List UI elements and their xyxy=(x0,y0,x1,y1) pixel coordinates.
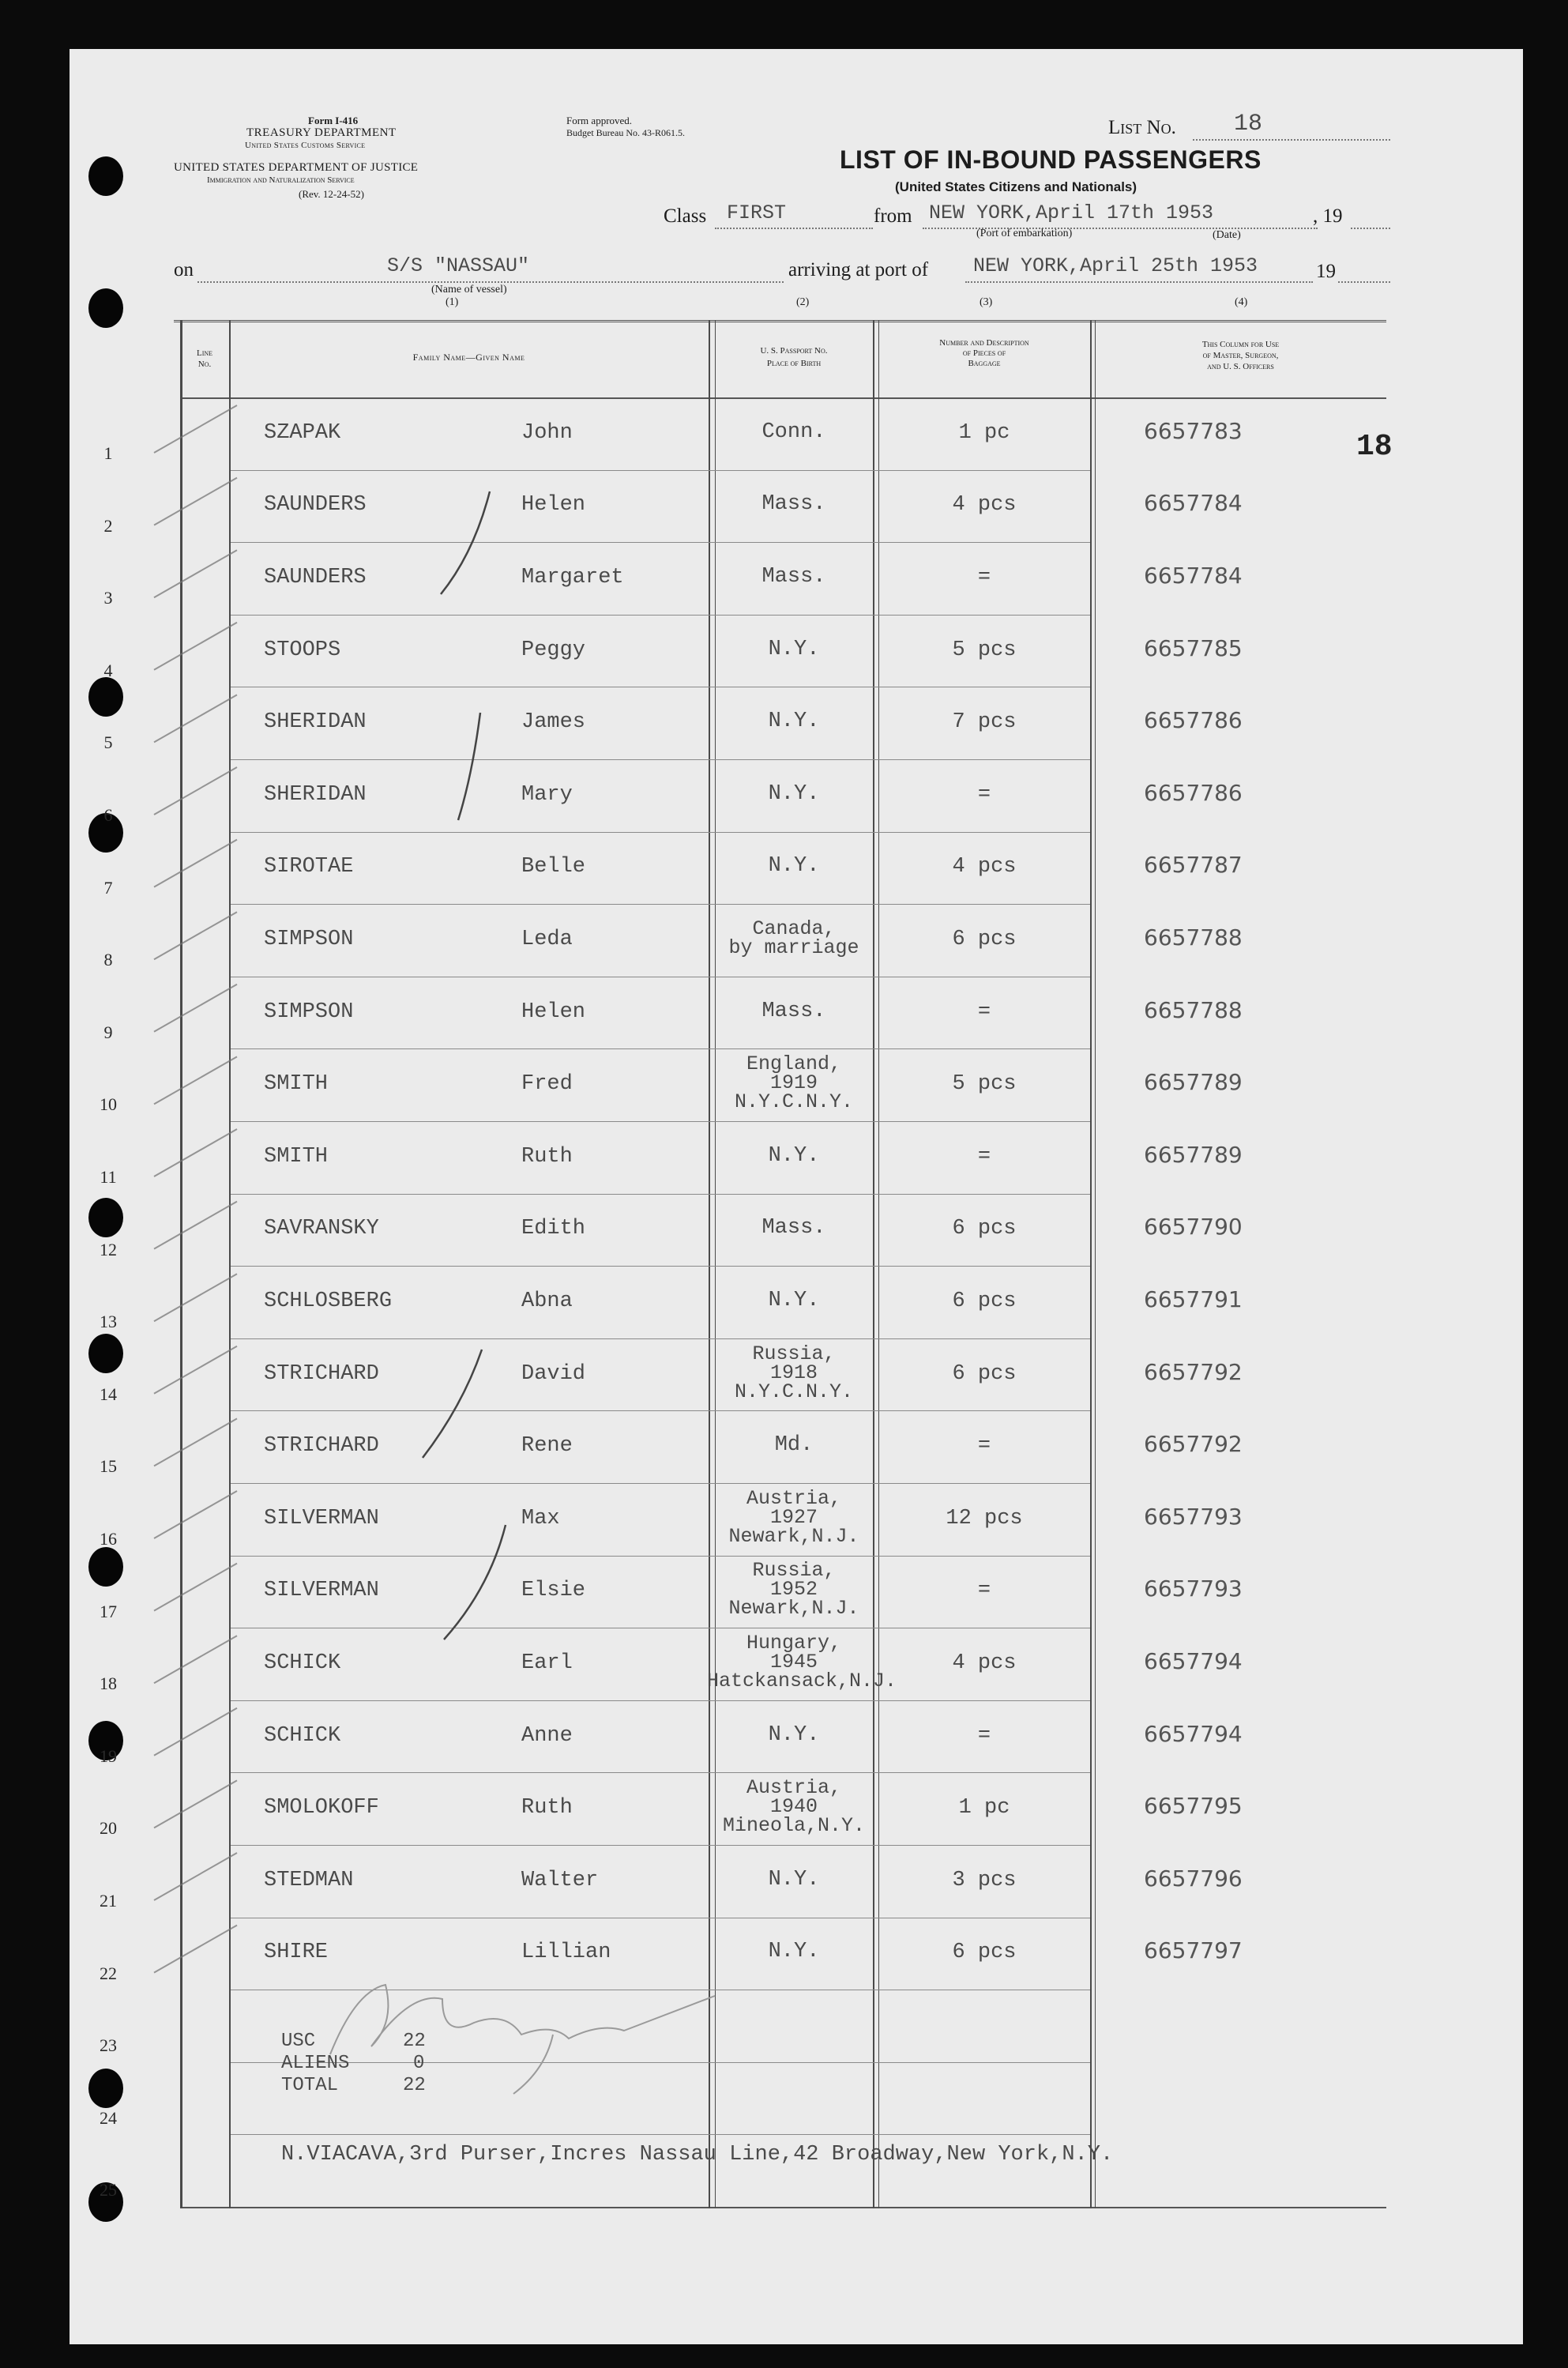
customs-service: United States Customs Service xyxy=(245,141,366,150)
budget-bureau: Budget Bureau No. 43-R061.5. xyxy=(566,127,685,138)
line-number: 3 xyxy=(103,588,113,608)
column-divider xyxy=(180,320,182,2208)
header-family-name: Family Name—Given Name xyxy=(412,352,525,363)
header-baggage: Number and Description of Pieces of Baggage xyxy=(939,338,1029,368)
line-number: 2 xyxy=(103,515,113,536)
header-officers: This Column for Use of Master, Surgeon, and U. S. Officers xyxy=(1201,340,1280,371)
baggage: 5 pcs xyxy=(952,1072,1017,1097)
birth-line: 1918 xyxy=(769,1361,818,1384)
birth-line: Newark,N.J. xyxy=(728,1597,859,1621)
family-name: SMITH xyxy=(264,1144,329,1169)
baggage: 4 pcs xyxy=(952,855,1017,879)
vessel-dots xyxy=(197,281,784,283)
family-name: SMOLOKOFF xyxy=(264,1796,379,1820)
baggage: 6 pcs xyxy=(952,1217,1017,1241)
birth-line: Conn. xyxy=(761,420,826,444)
baggage: 1 pc xyxy=(958,1796,1010,1820)
officer-number: 6657789 xyxy=(1144,1141,1243,1168)
baggage: 5 pcs xyxy=(952,638,1017,662)
from-label: from xyxy=(874,205,912,227)
given-name: Elsie xyxy=(521,1579,586,1603)
baggage: 7 pcs xyxy=(952,710,1017,735)
line-number: 6 xyxy=(103,805,113,825)
birth-line: N.Y. xyxy=(768,1289,820,1312)
margin-list-number: 18 xyxy=(1356,430,1393,464)
line-number: 18 xyxy=(100,1673,117,1694)
birth-line: N.Y. xyxy=(768,637,820,661)
column-number-2: (2) xyxy=(796,296,810,308)
row-rule xyxy=(231,832,1090,833)
birth-line: N.Y.C.N.Y. xyxy=(734,1090,854,1114)
row-rule xyxy=(231,1483,1090,1484)
on-label: on xyxy=(174,259,194,280)
given-name: Mary xyxy=(521,782,573,807)
family-name: SAVRANSKY xyxy=(264,1217,379,1241)
row-rule xyxy=(231,542,1090,543)
birth-line: 1952 xyxy=(769,1578,818,1602)
baggage: 12 pcs xyxy=(946,1506,1023,1530)
line-number: 24 xyxy=(100,2107,117,2128)
table-top-border xyxy=(174,320,1386,322)
binder-hole xyxy=(88,156,123,196)
birth-line: N.Y. xyxy=(768,1867,820,1892)
family-name: SILVERMAN xyxy=(264,1579,379,1603)
department-of-justice: UNITED STATES DEPARTMENT OF JUSTICE xyxy=(174,161,419,174)
officer-number: 6657797 xyxy=(1144,1937,1243,1964)
column-number-3: (3) xyxy=(980,296,993,308)
birth-line: N.Y. xyxy=(768,854,820,879)
line-number: 19 xyxy=(100,1745,117,1766)
document-title: LIST OF IN-BOUND PASSENGERS xyxy=(840,145,1262,174)
officer-number: 6657789 xyxy=(1144,1069,1243,1096)
baggage: 6 pcs xyxy=(952,1941,1017,1965)
officer-number: 6657785 xyxy=(1144,634,1243,661)
row-rule xyxy=(231,1121,1090,1122)
baggage: 1 pc xyxy=(958,420,1010,445)
officer-number: 6657787 xyxy=(1144,852,1243,879)
line-number: 10 xyxy=(100,1094,117,1115)
baggage: 3 pcs xyxy=(952,1868,1017,1892)
baggage: 6 pcs xyxy=(952,1361,1017,1386)
given-name: Belle xyxy=(521,855,586,879)
arriving-label: arriving at port of xyxy=(788,259,929,280)
year-suffix: , 19 xyxy=(1313,205,1343,227)
binder-hole xyxy=(88,2069,123,2108)
form-approved: Form approved. xyxy=(566,115,633,126)
officer-number: 6657786 xyxy=(1144,707,1243,734)
family-name: SHIRE xyxy=(264,1941,329,1965)
arrival-dots xyxy=(965,281,1313,283)
birth-line: N.Y.C.N.Y. xyxy=(734,1380,854,1403)
birth-line: Austria, xyxy=(746,1486,842,1510)
document-subtitle: (United States Citizens and Nationals) xyxy=(895,179,1137,194)
given-name: Max xyxy=(521,1506,560,1530)
birth-line: N.Y. xyxy=(768,781,820,806)
family-name: SIMPSON xyxy=(264,1000,354,1024)
column-divider xyxy=(715,320,716,2208)
year-dots xyxy=(1351,228,1390,229)
birth-line: Russia, xyxy=(752,1559,836,1583)
family-name: SAUNDERS xyxy=(264,566,367,589)
family-name: SCHICK xyxy=(264,1651,341,1675)
given-name: Helen xyxy=(521,1000,586,1024)
row-rule xyxy=(231,1338,1090,1339)
row-rule xyxy=(231,1048,1090,1049)
arrival-value: NEW YORK,April 25th 1953 xyxy=(973,254,1258,277)
family-name: SIROTAE xyxy=(264,855,354,879)
family-name: SAUNDERS xyxy=(264,493,367,518)
given-name: Helen xyxy=(521,493,586,518)
family-name: SIMPSON xyxy=(264,928,354,951)
row-rule xyxy=(231,1556,1090,1557)
vessel-value: S/S "NASSAU" xyxy=(387,254,530,277)
given-name: Fred xyxy=(521,1072,573,1097)
form-number: Form I-416 xyxy=(308,115,359,126)
birth-line: Mass. xyxy=(761,999,826,1023)
given-name: Anne xyxy=(521,1723,573,1748)
header-line-no: Line No. xyxy=(196,348,213,369)
header-passport: U. S. Passport No. Place of Birth xyxy=(760,346,828,368)
baggage: = xyxy=(977,1723,991,1748)
given-name: Leda xyxy=(521,928,573,951)
header-bottom-border xyxy=(180,397,1386,399)
column-number-4: (4) xyxy=(1235,296,1248,308)
line-number: 25 xyxy=(100,2180,117,2200)
birth-line: Hungary, xyxy=(746,1632,842,1655)
baggage: 6 pcs xyxy=(952,928,1017,951)
officer-number: 6657796 xyxy=(1144,1865,1243,1892)
column-divider xyxy=(873,320,874,2208)
row-rule xyxy=(231,759,1090,760)
class-value: FIRST xyxy=(727,201,787,224)
officer-number: 6657795 xyxy=(1144,1793,1243,1820)
port-of-embarkation-label: (Port of embarkation) xyxy=(976,228,1073,239)
baggage: = xyxy=(977,1144,991,1169)
table-bottom-border xyxy=(180,2207,1386,2208)
birth-line: Hatckansack,N.J. xyxy=(707,1670,897,1692)
total-aliens-label: ALIENS xyxy=(281,2053,350,2074)
total-usc-value: 22 xyxy=(403,2031,426,2052)
row-rule xyxy=(231,1194,1090,1195)
date-label: (Date) xyxy=(1213,229,1241,241)
family-name: SHERIDAN xyxy=(264,782,367,807)
total-usc-label: USC xyxy=(281,2031,316,2052)
officer-number: 6657783 xyxy=(1144,417,1243,444)
line-number: 12 xyxy=(100,1239,117,1259)
line-number: 4 xyxy=(103,660,113,680)
birth-line: Mass. xyxy=(761,565,826,589)
row-rule xyxy=(231,2134,1090,2135)
row-rule xyxy=(231,1845,1090,1846)
officer-number: 6657788 xyxy=(1144,924,1243,951)
birth-line: Canada, xyxy=(752,917,836,940)
baggage: = xyxy=(977,1579,991,1603)
arrival-year-suffix: 19 xyxy=(1316,261,1336,282)
column-divider xyxy=(1090,320,1092,2208)
purser-statement: N.VIACAVA,3rd Purser,Incres Nassau Line,42 Broadway,New York,N.Y. xyxy=(281,2143,1114,2167)
given-name: Earl xyxy=(521,1651,573,1675)
document-page xyxy=(70,49,1523,2344)
list-no-label: List No. xyxy=(1108,117,1176,138)
line-number: 11 xyxy=(100,1167,117,1187)
line-number: 5 xyxy=(103,732,113,753)
given-name: James xyxy=(521,710,586,735)
row-rule xyxy=(231,615,1090,616)
family-name: STEDMAN xyxy=(264,1868,354,1892)
row-rule xyxy=(231,1266,1090,1267)
birth-line: N.Y. xyxy=(768,1143,820,1168)
given-name: Peggy xyxy=(521,638,586,662)
family-name: SZAPAK xyxy=(264,420,341,445)
birth-line: Mass. xyxy=(761,1216,826,1240)
baggage: = xyxy=(977,566,991,589)
binder-hole xyxy=(88,1334,123,1373)
officer-number: 6657794 xyxy=(1144,1720,1243,1747)
column-number-1: (1) xyxy=(446,296,459,308)
line-number: 7 xyxy=(103,877,113,898)
birth-line: N.Y. xyxy=(768,1722,820,1747)
baggage: 4 pcs xyxy=(952,1651,1017,1675)
birth-line: Mineola,N.Y. xyxy=(722,1814,866,1838)
officer-number: 6657791 xyxy=(1144,1286,1243,1312)
line-number: 13 xyxy=(100,1312,117,1332)
officer-number: 6657792 xyxy=(1144,1431,1243,1458)
line-number: 21 xyxy=(100,1891,117,1911)
family-name: SHERIDAN xyxy=(264,710,367,735)
line-number: 9 xyxy=(103,1022,113,1042)
given-name: Walter xyxy=(521,1868,599,1892)
binder-hole xyxy=(88,677,123,717)
column-divider xyxy=(1095,320,1096,2208)
line-number: 8 xyxy=(103,950,113,970)
officer-number: 6657794 xyxy=(1144,1648,1243,1674)
birth-line: 1940 xyxy=(769,1795,818,1819)
ins-service: Immigration and Naturalization Service xyxy=(207,175,355,185)
family-name: SMITH xyxy=(264,1072,329,1097)
given-name: Ruth xyxy=(521,1796,573,1820)
officer-number: 6657788 xyxy=(1144,996,1243,1023)
given-name: Margaret xyxy=(521,566,624,589)
officer-number: 6657792 xyxy=(1144,1358,1243,1385)
birth-line: by marriage xyxy=(728,936,859,959)
vessel-label: (Name of vessel) xyxy=(431,284,507,296)
officer-number: 6657793 xyxy=(1144,1503,1243,1530)
total-aliens-value: 0 xyxy=(413,2053,425,2074)
birth-line: Newark,N.J. xyxy=(728,1524,859,1548)
family-name: SCHLOSBERG xyxy=(264,1289,393,1313)
row-rule xyxy=(231,1410,1090,1411)
birth-line: Md. xyxy=(774,1433,814,1458)
baggage: 6 pcs xyxy=(952,1289,1017,1313)
binder-hole xyxy=(88,288,123,328)
total-total-value: 22 xyxy=(403,2075,426,2096)
birth-line: Russia, xyxy=(752,1342,836,1365)
line-number: 17 xyxy=(100,1601,117,1621)
column-divider xyxy=(229,320,231,2208)
given-name: Ruth xyxy=(521,1144,573,1169)
from-value: NEW YORK,April 17th 1953 xyxy=(929,201,1214,224)
officer-number: 6657784 xyxy=(1144,490,1243,517)
given-name: Edith xyxy=(521,1217,586,1241)
row-rule xyxy=(231,1772,1090,1773)
arrival-year-dots xyxy=(1338,281,1390,283)
birth-line: 1919 xyxy=(769,1071,818,1095)
birth-line: 1927 xyxy=(769,1505,818,1529)
line-number: 1 xyxy=(103,443,113,463)
binder-hole xyxy=(88,1198,123,1237)
officer-number: 6657793 xyxy=(1144,1576,1243,1602)
given-name: David xyxy=(521,1361,586,1386)
given-name: Rene xyxy=(521,1434,573,1459)
family-name: STOOPS xyxy=(264,638,341,662)
form-revision: (Rev. 12-24-52) xyxy=(299,188,364,200)
class-dots xyxy=(715,228,873,229)
birth-line: N.Y. xyxy=(768,710,820,734)
family-name: STRICHARD xyxy=(264,1434,379,1459)
baggage: 4 pcs xyxy=(952,493,1017,518)
column-divider xyxy=(878,320,879,2208)
given-name: John xyxy=(521,420,573,445)
row-rule xyxy=(231,1700,1090,1701)
birth-line: Austria, xyxy=(746,1776,842,1800)
line-number: 23 xyxy=(100,2035,117,2056)
line-number: 14 xyxy=(100,1384,117,1404)
row-rule xyxy=(231,470,1090,471)
list-no-dots xyxy=(1193,139,1390,141)
row-rule xyxy=(231,2062,1090,2063)
officer-number: 6657786 xyxy=(1144,779,1243,806)
class-label: Class xyxy=(664,205,707,227)
birth-line: England, xyxy=(746,1052,842,1076)
birth-line: N.Y. xyxy=(768,1940,820,1964)
line-number: 15 xyxy=(100,1456,117,1477)
family-name: SCHICK xyxy=(264,1723,341,1748)
baggage: = xyxy=(977,782,991,807)
family-name: STRICHARD xyxy=(264,1361,379,1386)
line-number: 22 xyxy=(100,1963,117,1983)
binder-hole xyxy=(88,1547,123,1587)
birth-line: 1945 xyxy=(769,1651,818,1673)
line-number: 20 xyxy=(100,1818,117,1839)
officer-number: 6657784 xyxy=(1144,563,1243,589)
row-rule xyxy=(231,904,1090,905)
total-total-label: TOTAL xyxy=(281,2075,339,2096)
birth-line: Mass. xyxy=(761,492,826,517)
column-divider xyxy=(709,320,710,2208)
officer-number: 6657790 xyxy=(1144,1214,1243,1240)
given-name: Abna xyxy=(521,1289,573,1313)
treasury-department: TREASURY DEPARTMENT xyxy=(246,126,397,139)
line-number: 16 xyxy=(100,1529,117,1549)
list-no-value: 18 xyxy=(1234,111,1263,137)
family-name: SILVERMAN xyxy=(264,1506,379,1530)
baggage: = xyxy=(977,1434,991,1459)
baggage: = xyxy=(977,1000,991,1024)
given-name: Lillian xyxy=(521,1941,611,1965)
